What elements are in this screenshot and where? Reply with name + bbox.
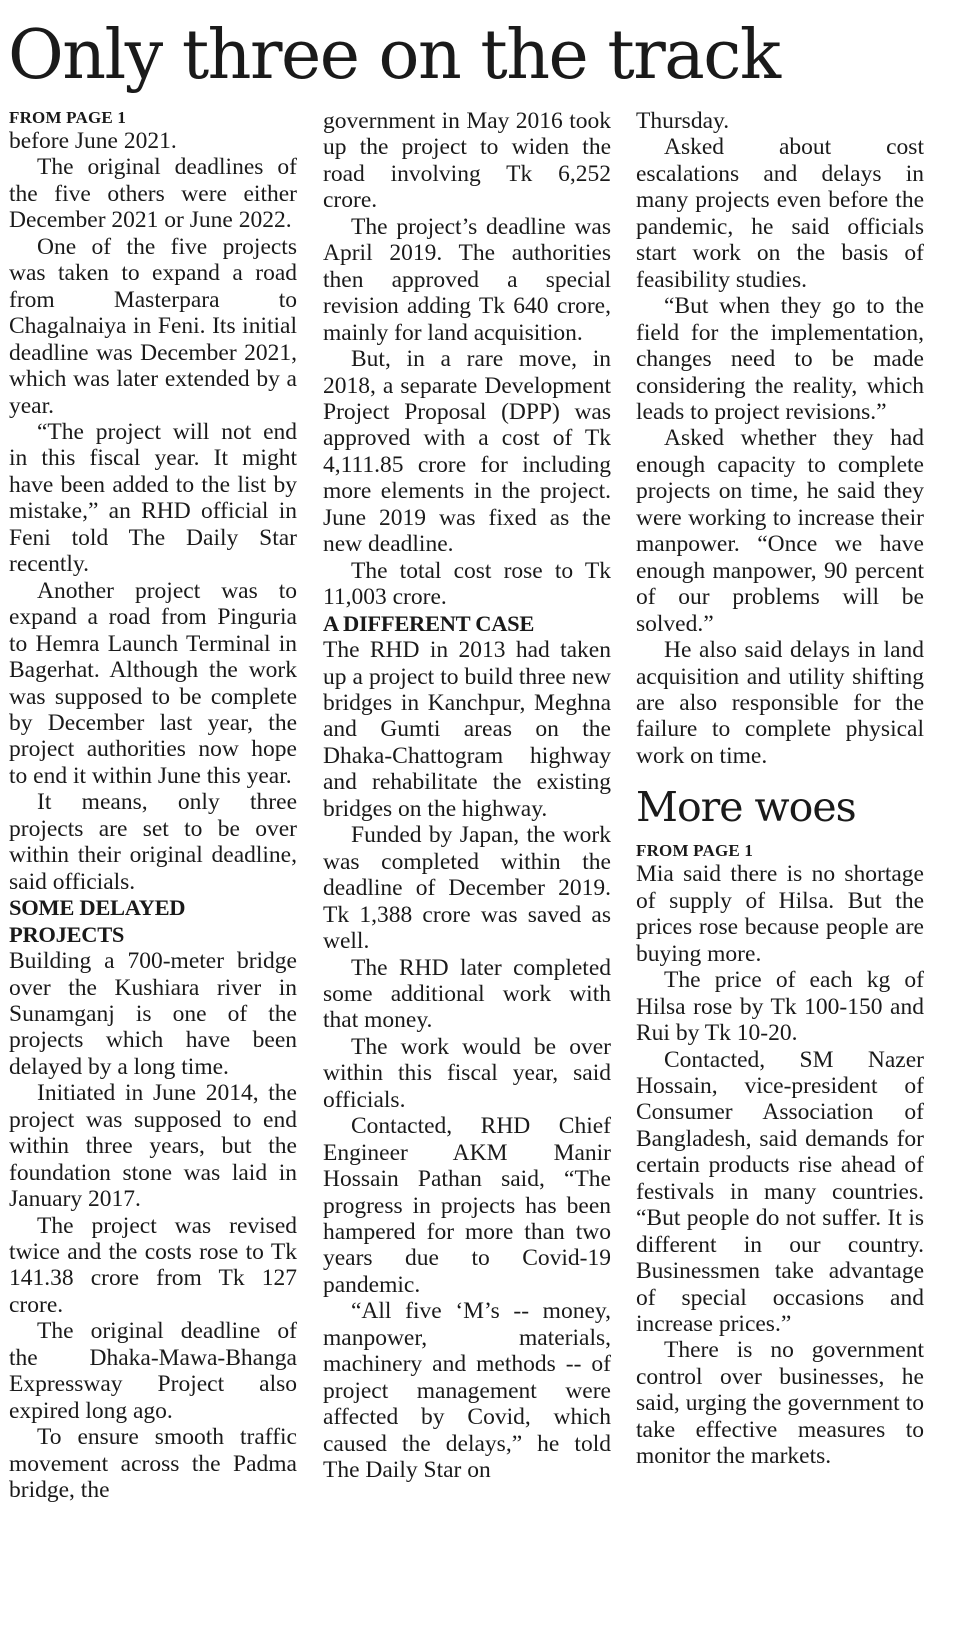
section-subhead: A DIFFERENT CASE xyxy=(323,610,535,636)
article-column-2 xyxy=(323,108,611,1484)
paragraph: Building a 700-meter bridge over the Kushiara river in Sunamganj is one of the projects which have been delayed by a long time. xyxy=(9,948,297,1080)
continuation-kicker: FROM PAGE 1 xyxy=(9,108,127,127)
paragraph: He also said delays in land acquisition and utility shifting are also responsible for the failure to complete physical work on time. xyxy=(636,637,924,769)
paragraph: The original deadline of the Dhaka-Mawa-Bhanga Expressway Project also expired long ago. xyxy=(9,1318,297,1424)
paragraph: It means, only three projects are set to be over within their original deadline, said officials. xyxy=(9,789,297,895)
paragraph: The price of each kg of Hilsa rose by Tk 100-150 and Rui by Tk 10-20. xyxy=(636,967,924,1047)
paragraph: The original deadlines of the five others were either December 2021 or June 2022. xyxy=(9,154,297,234)
paragraph: To ensure smooth traffic movement across the Padma bridge, the xyxy=(9,1424,297,1504)
paragraph: The RHD in 2013 had taken up a project to build three new bridges in Kanchpur, Meghna and Gumti areas on the Dhaka-Chattogram highway and rehabilitate the existing bridges on the highway. xyxy=(323,637,611,822)
paragraph: “All five ‘M’s -- money, manpower, materials, machinery and methods -- of project management were affected by Covid, which caused the delays,” he told The Daily Star on xyxy=(323,1298,611,1484)
paragraph: Another project was to expand a road from Pinguria to Hemra Launch Terminal in Bagerhat. Although the work was supposed to be complete by December last year, the project authorities now hope to end it within June this year. xyxy=(9,577,297,789)
section-subhead: SOME DELAYED PROJECTS xyxy=(9,895,186,947)
paragraph: Asked whether they had enough capacity to complete projects on time, he said they were working to increase their manpower. “Once we have enough manpower, 90 percent of our problems will be solved.” xyxy=(636,425,924,637)
paragraph: government in May 2016 took up the project to widen the road involving Tk 6,252 crore. xyxy=(323,108,611,214)
second-article-headline: More woes xyxy=(636,783,856,832)
paragraph: The RHD later completed some additional work with that money. xyxy=(323,954,611,1034)
paragraph: Contacted, SM Nazer Hossain, vice-president of Consumer Association of Bangladesh, said demands for certain products rise ahead of festivals in many countries. “But people do not suffer. It is different in our country. Businessmen take advantage of special occasions and increase prices.” xyxy=(636,1046,924,1338)
article-column-3 xyxy=(636,108,924,1470)
paragraph: Thursday. xyxy=(636,108,730,134)
paragraph: Asked about cost escalations and delays in many projects even before the pandemic, he said officials start work on the basis of feasibility studies. xyxy=(636,134,924,293)
paragraph: “But when they go to the field for the implementation, changes need to be made considering the reality, which leads to project revisions.” xyxy=(636,293,924,425)
paragraph: Mia said there is no shortage of supply of Hilsa. But the prices rose because people are buying more. xyxy=(636,861,924,967)
article-column-1 xyxy=(9,108,297,1504)
paragraph: There is no government control over businesses, he said, urging the government to take effective measures to monitor the markets. xyxy=(636,1337,924,1470)
paragraph: The project was revised twice and the costs rose to Tk 141.38 crore from Tk 127 crore. xyxy=(9,1212,297,1318)
paragraph: The project’s deadline was April 2019. The authorities then approved a special revision adding Tk 640 crore, mainly for land acquisition. xyxy=(323,213,611,346)
paragraph: Contacted, RHD Chief Engineer AKM Manir Hossain Pathan said, “The progress in projects has been hampered for more than two years due to Covid-19 pandemic. xyxy=(323,1113,611,1298)
paragraph: Initiated in June 2014, the project was supposed to end within three years, but the foundation stone was laid in January 2017. xyxy=(9,1080,297,1213)
page-title: Only three on the track xyxy=(8,16,780,95)
paragraph: One of the five projects was taken to expand a road from Masterpara to Chagalnaiya in Feni. Its initial deadline was December 2021, which was later extended by a year. xyxy=(9,233,297,419)
paragraph: Funded by Japan, the work was completed within the deadline of December 2019. Tk 1,388 crore was saved as well. xyxy=(323,822,611,955)
continuation-kicker: FROM PAGE 1 xyxy=(636,841,754,861)
paragraph: “The project will not end in this fiscal year. It might have been added to the list by mistake,” an RHD official in Feni told The Daily Star recently. xyxy=(9,418,297,578)
paragraph: The total cost rose to Tk 11,003 crore. xyxy=(323,557,611,611)
paragraph: The work would be over within this fiscal year, said officials. xyxy=(323,1033,611,1113)
paragraph: before June 2021. xyxy=(9,128,177,154)
paragraph: But, in a rare move, in 2018, a separate Development Project Proposal (DPP) was approved with a cost of Tk 4,111.85 crore for including more elements in the project. June 2019 was fixed as the new deadline. xyxy=(323,346,611,558)
